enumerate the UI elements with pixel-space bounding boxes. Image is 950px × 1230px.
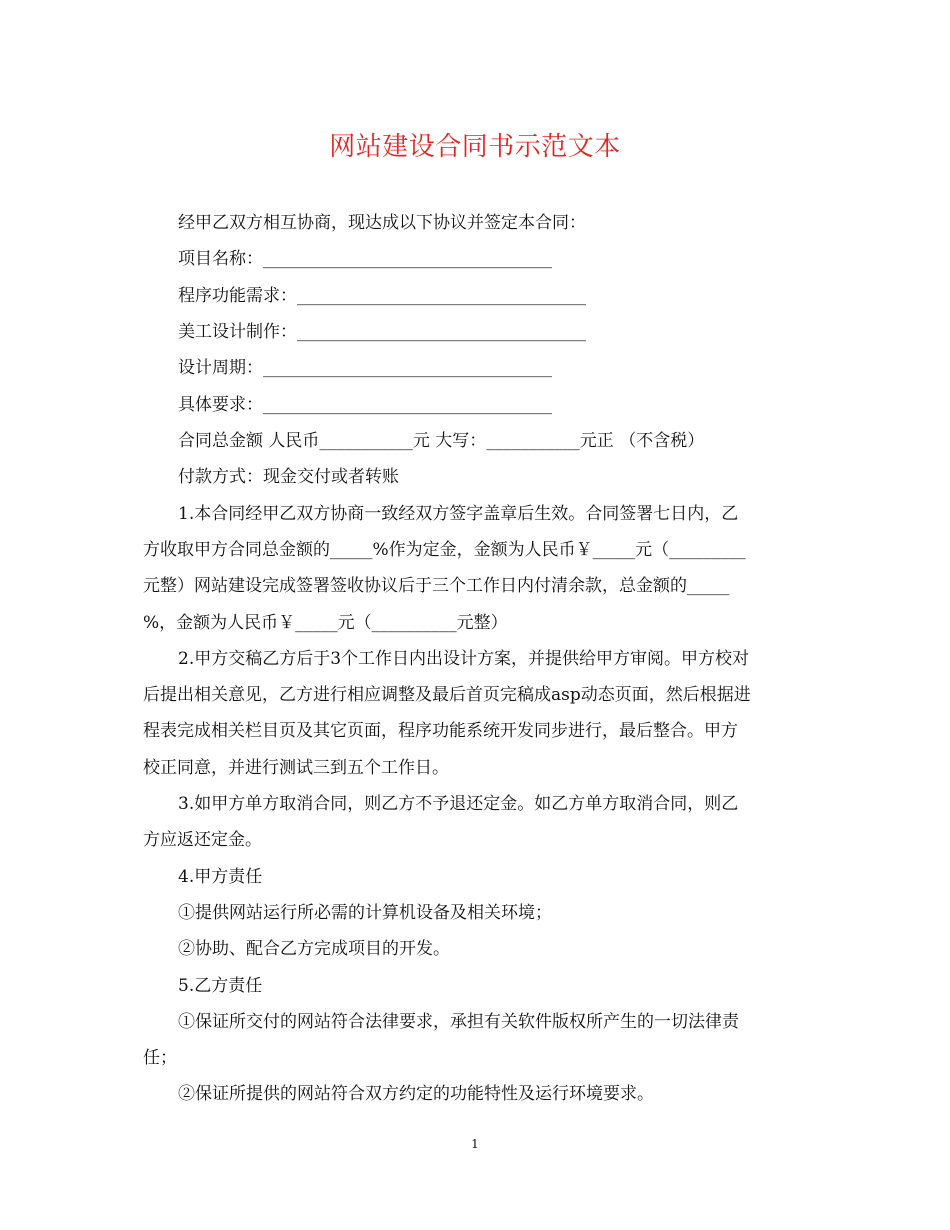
clause-2-line-3: 程表完成相关栏目页及其它页面，程序功能系统开发同步进行，最后整合。甲方 — [143, 721, 738, 741]
clause-3-line-1: 3.如甲方单方取消合同，则乙方不予退还定金。如乙方单方取消合同，则乙 — [178, 794, 739, 814]
clause-4-item-2: ②协助、配合乙方完成项目的开发。 — [178, 939, 450, 959]
intro-line: 经甲乙双方相互协商，现达成以下协议并签定本合同： — [178, 213, 586, 233]
clause-5-item-2: ②保证所提供的网站符合双方约定的功能特性及运行环境要求。 — [178, 1084, 654, 1104]
clause-5-heading: 5.乙方责任 — [178, 976, 263, 996]
page-number: 1 — [471, 1137, 479, 1151]
clause-2-line-1: 2.甲方交稿乙方后于3个工作日内出设计方案，并提供给甲方审阅。甲方校对 — [178, 649, 750, 669]
field-specific-requirements: 具体要求：__________________________________ — [178, 395, 552, 415]
field-design-period: 设计周期：__________________________________ — [178, 358, 552, 378]
clause-2-line-2: 后提出相关意见，乙方进行相应调整及最后首页完稿成asp动态页面，然后根据进 — [143, 685, 751, 705]
clause-2-line-4: 校正同意，并进行测试三到五个工作日。 — [143, 758, 449, 778]
clause-1-line-1: 1.本合同经甲乙双方协商一致经双方签字盖章后生效。合同签署七日内，乙 — [178, 504, 739, 524]
clause-4-item-1: ①提供网站运行所必需的计算机设备及相关环境； — [178, 903, 552, 923]
clause-1-line-4: %，金额为人民币￥_____元（__________元整） — [143, 613, 508, 633]
field-project-name: 项目名称：__________________________________ — [178, 249, 552, 269]
field-function-requirements: 程序功能需求：__________________________________ — [178, 286, 586, 306]
clause-1-line-3: 元整）网站建设完成签署签收协议后于三个工作日内付清余款，总金额的_____ — [143, 576, 730, 596]
clause-5-item-1-line-1: ①保证所交付的网站符合法律要求，承担有关软件版权所产生的一切法律责 — [178, 1012, 739, 1032]
clause-1-line-2: 方收取甲方合同总金额的_____%作为定金，金额为人民币￥_____元（_________ — [143, 540, 746, 560]
clause-3-line-2: 方应返还定金。 — [143, 830, 262, 850]
clause-4-heading: 4.甲方责任 — [178, 867, 263, 887]
field-payment-method: 付款方式：现金交付或者转账 — [178, 467, 399, 487]
clause-5-item-1-line-2: 任； — [143, 1048, 177, 1068]
document-title: 网站建设合同书示范文本 — [329, 132, 621, 162]
field-total-amount: 合同总金额 人民币___________元 大写：___________元正 （不含税） — [178, 431, 705, 451]
field-art-design: 美工设计制作：__________________________________ — [178, 322, 586, 342]
